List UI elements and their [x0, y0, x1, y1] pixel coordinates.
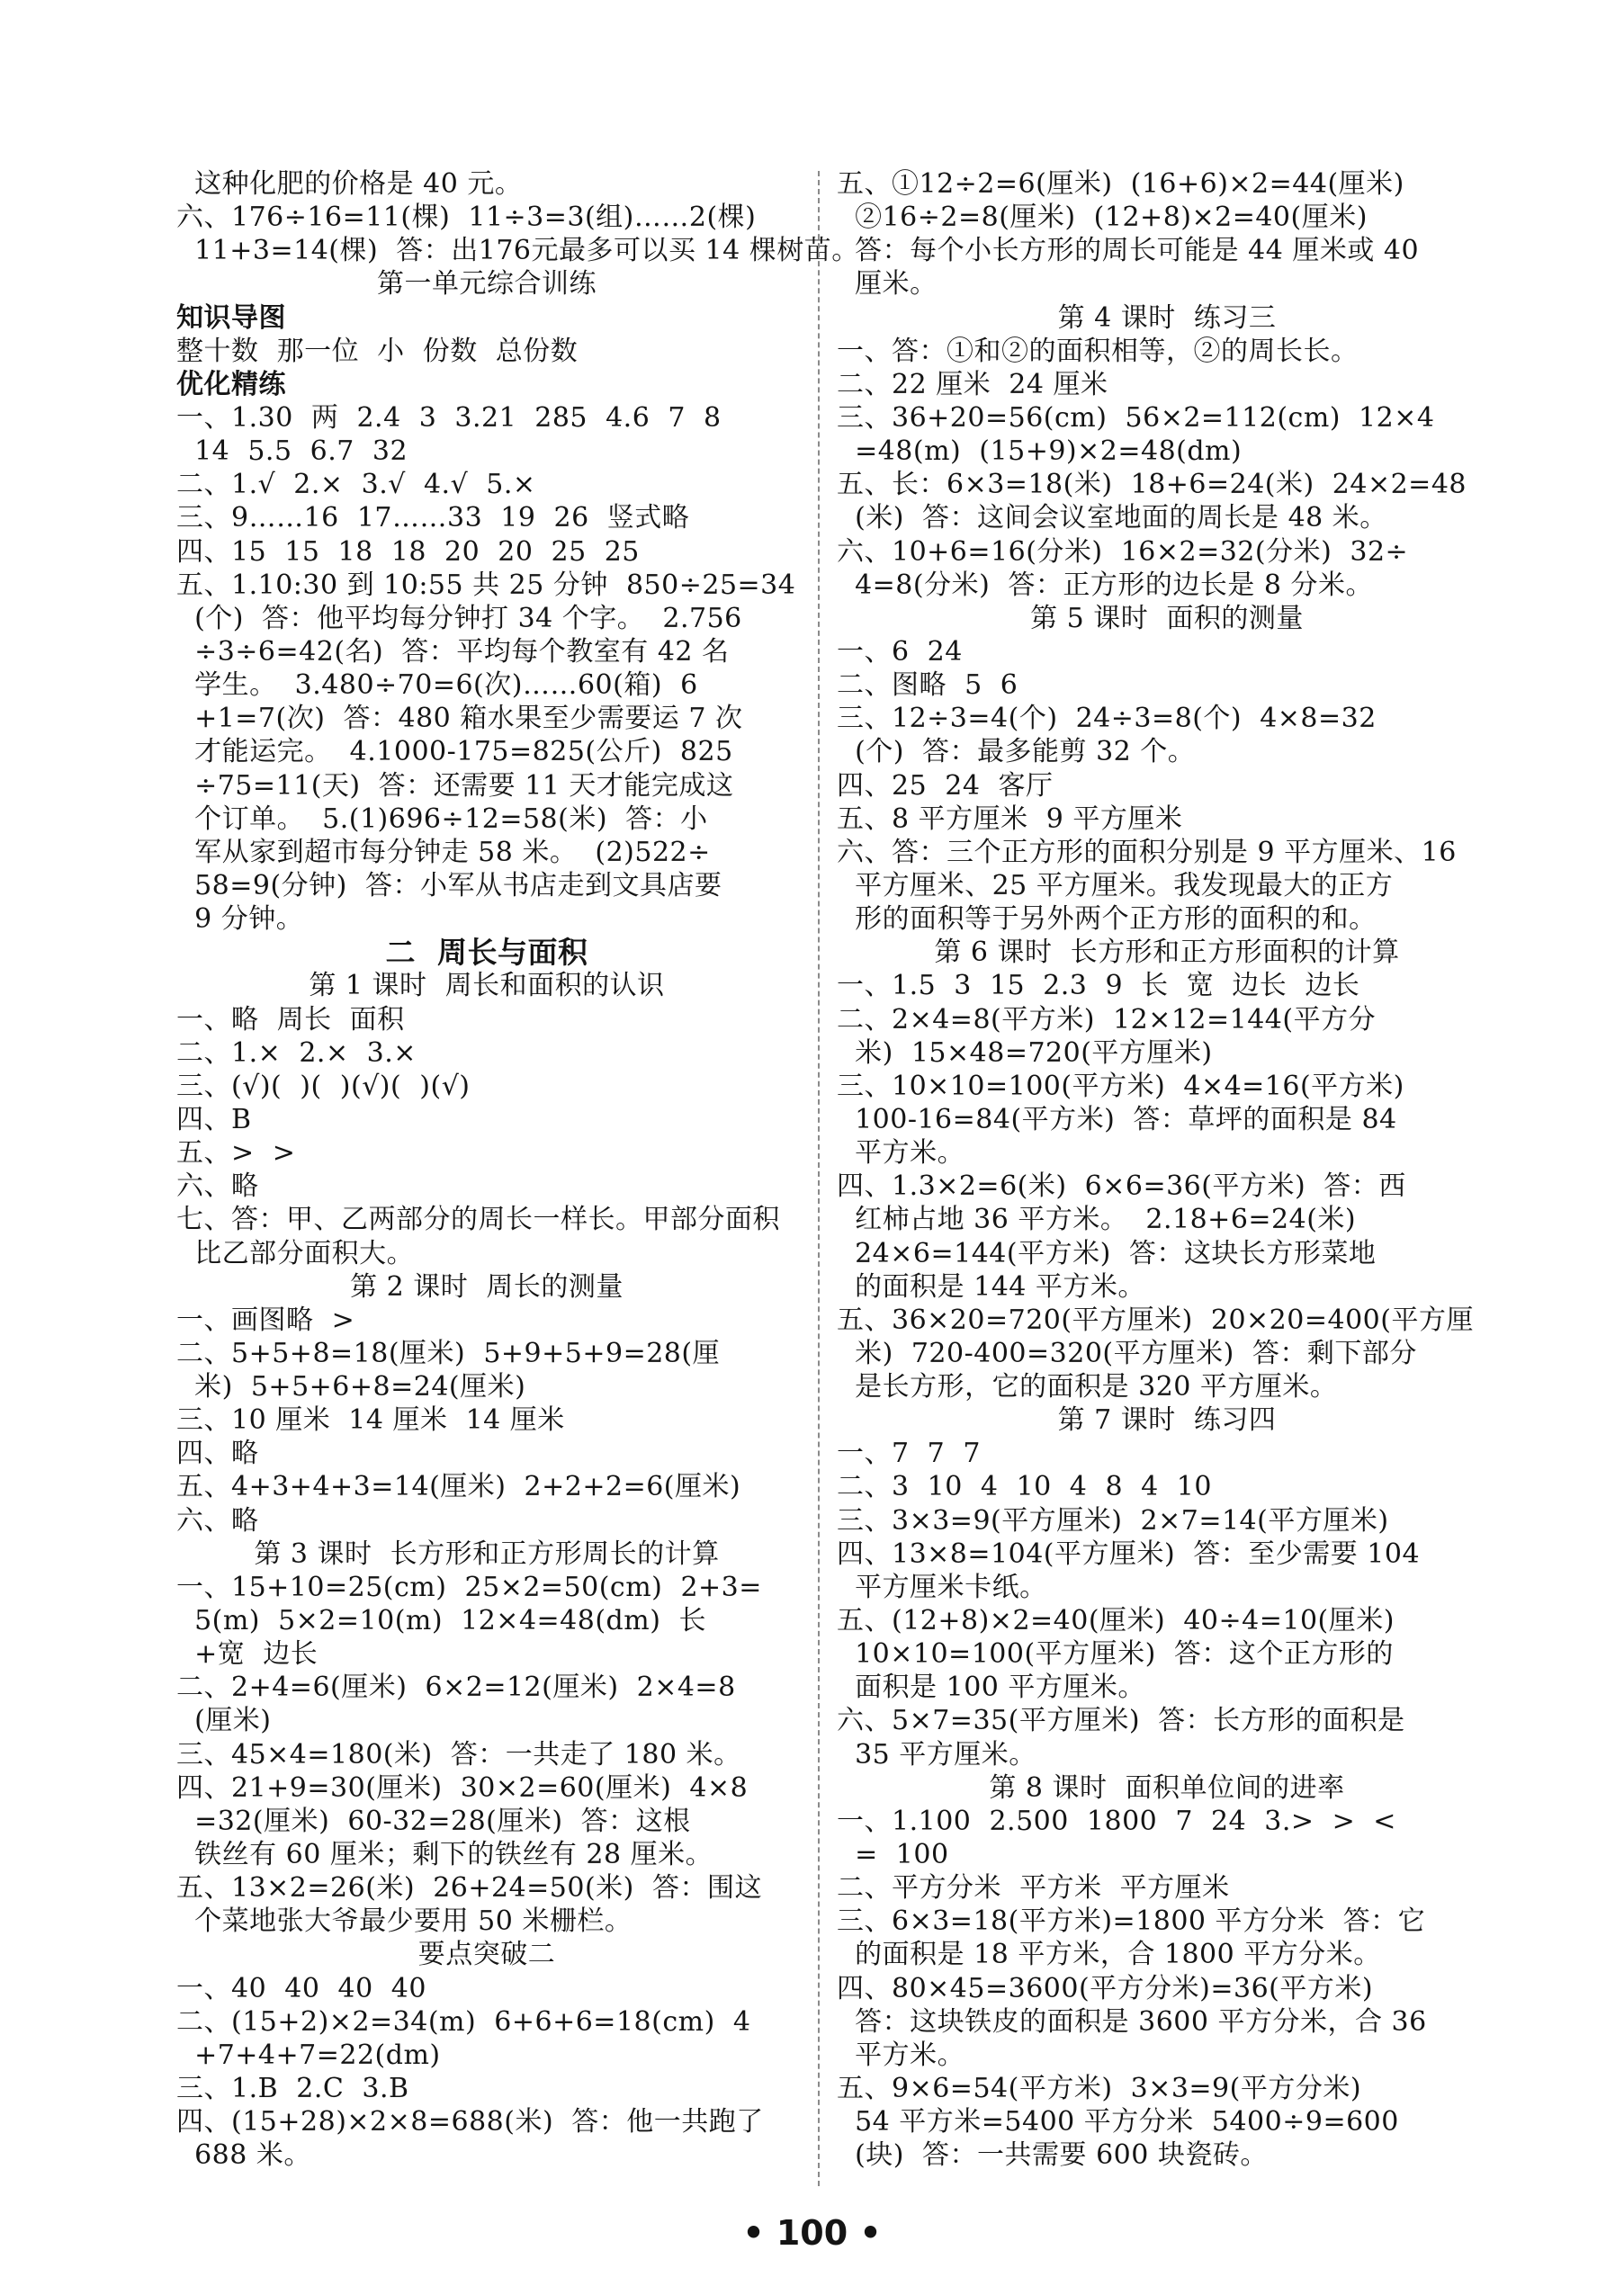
- answer-line: 五、13×2=26(米) 26+24=50(米) 答：围这: [176, 1872, 762, 1905]
- answer-line: 的面积是 18 平方米，合 1800 平方分米。: [837, 1939, 1381, 1971]
- right-column: [837, 167, 1497, 2172]
- answer-line: 一、6 24: [837, 635, 963, 668]
- page-number: • 100 •: [742, 2213, 882, 2253]
- section-heading: 第 7 课时 练习四: [1057, 1404, 1277, 1437]
- answer-line: (厘米): [176, 1705, 272, 1737]
- subsection-heading: 知识导图: [176, 301, 286, 334]
- answer-line: 形的面积等于另外两个正方形的面积的和。: [837, 903, 1377, 936]
- answer-line: 三、6×3=18(平方米)=1800 平方分米 答：它: [837, 1905, 1426, 1938]
- answer-line: (块) 答：一共需要 600 块瓷砖。: [837, 2139, 1268, 2172]
- answer-line: 58=9(分钟) 答：小军从书店走到文具店要: [176, 869, 722, 901]
- answer-line: 三、3×3=9(平方厘米) 2×7=14(平方厘米): [837, 1504, 1389, 1537]
- answer-line: 100-16=84(平方米) 答：草坪的面积是 84: [837, 1103, 1397, 1135]
- section-heading: 第 6 课时 长方形和正方形面积的计算: [934, 937, 1400, 969]
- answer-line: = 100: [837, 1839, 949, 1871]
- section-heading: 第一单元综合训练: [377, 268, 597, 300]
- answer-line: 六、略: [176, 1170, 259, 1203]
- answer-line: ÷75=11(天) 答：还需要 11 天才能完成这: [176, 769, 734, 802]
- answer-line: 四、1.3×2=6(米) 6×6=36(平方米) 答：西: [837, 1170, 1406, 1203]
- answer-line: 五、①12÷2=6(厘米) (16+6)×2=44(厘米): [837, 168, 1404, 200]
- answer-line: 米) 720-400=320(平方厘米) 答：剩下部分: [837, 1337, 1417, 1369]
- answer-line: 5(m) 5×2=10(m) 12×4=48(dm) 长: [176, 1605, 706, 1637]
- answer-line: 才能运完。 4.1000-175=825(公斤) 825: [176, 736, 733, 768]
- answer-line: 10×10=100(平方厘米) 答：这个正方形的: [837, 1638, 1394, 1671]
- answer-line: (个) 答：最多能剪 32 个。: [837, 736, 1196, 768]
- answer-line: 五、(12+8)×2=40(厘米) 40÷4=10(厘米): [837, 1605, 1395, 1637]
- section-heading: 第 1 课时 周长和面积的认识: [309, 970, 665, 1002]
- answer-line: 六、略: [176, 1504, 259, 1537]
- answer-line: 三、10×10=100(平方米) 4×4=16(平方米): [837, 1070, 1404, 1102]
- answer-line: 三、12÷3=4(个) 24÷3=8(个) 4×8=32: [837, 703, 1377, 735]
- answer-line: 二、1.√ 2.× 3.√ 4.√ 5.×: [176, 469, 536, 501]
- answer-line: 七、答：甲、乙两部分的周长一样长。甲部分面积: [176, 1204, 780, 1236]
- answer-line: 红柿占地 36 平方米。 2.18+6=24(米): [837, 1204, 1357, 1236]
- section-heading: 第 4 课时 练习三: [1057, 301, 1277, 334]
- column-divider: [818, 171, 820, 2186]
- answer-line: 一、画图略 >: [176, 1304, 355, 1336]
- answer-line: 是长方形，它的面积是 320 平方厘米。: [837, 1371, 1338, 1403]
- answer-line: 厘米。: [837, 268, 938, 300]
- answer-line: 五、> >: [176, 1137, 296, 1170]
- answer-line: 9 分钟。: [176, 903, 304, 936]
- answer-line: 四、B: [176, 1103, 252, 1135]
- answer-line: 答：这块铁皮的面积是 3600 平方分米，合 36: [837, 2005, 1427, 2038]
- answer-line: 一、1.100 2.500 1800 7 24 3.> > <: [837, 1805, 1396, 1837]
- answer-line: 三、9……16 17……33 19 26 竖式略: [176, 502, 690, 534]
- answer-line: ÷3÷6=42(名) 答：平均每个教室有 42 名: [176, 635, 730, 668]
- answer-line: 14 5.5 6.7 32: [176, 435, 408, 468]
- answer-line: 六、176÷16=11(棵) 11÷3=3(组)……2(棵): [176, 202, 757, 234]
- answer-line: 688 米。: [176, 2139, 311, 2172]
- answer-line: 六、答：三个正方形的面积分别是 9 平方厘米、16: [837, 836, 1457, 868]
- answer-line: +宽 边长: [176, 1638, 319, 1671]
- answer-line: 四、15 15 18 18 20 20 25 25: [176, 535, 640, 568]
- answer-line: 米) 15×48=720(平方厘米): [837, 1036, 1213, 1069]
- answer-line: 二、2×4=8(平方米) 12×12=144(平方分: [837, 1003, 1377, 1035]
- answer-line: 五、9×6=54(平方米) 3×3=9(平方分米): [837, 2073, 1362, 2105]
- answer-line: (米) 答：这间会议室地面的周长是 48 米。: [837, 502, 1387, 534]
- answer-line: 二、(15+2)×2=34(m) 6+6+6=18(cm) 4: [176, 2005, 751, 2038]
- answer-line: 一、答：①和②的面积相等，②的周长长。: [837, 335, 1359, 367]
- answer-line: 平方厘米卡纸。: [837, 1571, 1047, 1603]
- answer-line: 三、45×4=180(米) 答：一共走了 180 米。: [176, 1738, 741, 1771]
- answer-line: 54 平方米=5400 平方分米 5400÷9=600: [837, 2106, 1399, 2138]
- answer-line: 平方厘米、25 平方厘米。我发现最大的正方: [837, 869, 1394, 901]
- answer-line: 一、略 周长 面积: [176, 1003, 405, 1035]
- answer-line: +7+4+7=22(dm): [176, 2039, 441, 2071]
- answer-line: 个订单。 5.(1)696÷12=58(米) 答：小: [176, 802, 708, 835]
- section-heading: 第 8 课时 面积单位间的进率: [989, 1771, 1345, 1804]
- answer-line: 一、40 40 40 40: [176, 1972, 426, 2004]
- answer-line: 六、5×7=35(平方厘米) 答：长方形的面积是: [837, 1705, 1405, 1737]
- answer-line: 一、1.5 3 15 2.3 9 长 宽 边长 边长: [837, 970, 1360, 1002]
- answer-line: 五、4+3+4+3=14(厘米) 2+2+2=6(厘米): [176, 1471, 741, 1503]
- answer-line: 11+3=14(棵) 答：出176元最多可以买 14 棵树苗。: [176, 235, 859, 267]
- answer-line: 二、3 10 4 10 4 8 4 10: [837, 1471, 1212, 1503]
- answer-line: 三、(√)( )( )(√)( )(√): [176, 1070, 471, 1102]
- answer-line: 四、21+9=30(厘米) 30×2=60(厘米) 4×8: [176, 1771, 749, 1804]
- answer-line: 铁丝有 60 厘米；剩下的铁丝有 28 厘米。: [176, 1839, 713, 1871]
- answer-line: 三、36+20=56(cm) 56×2=112(cm) 12×4: [837, 401, 1435, 434]
- answer-line: 24×6=144(平方米) 答：这块长方形菜地: [837, 1237, 1377, 1269]
- subsection-heading: 优化精练: [176, 368, 286, 400]
- answer-line: ②16÷2=8(厘米) (12+8)×2=40(厘米): [837, 202, 1368, 234]
- answer-line: 一、15+10=25(cm) 25×2=50(cm) 2+3=: [176, 1571, 762, 1603]
- answer-line: 这种化肥的价格是 40 元。: [176, 168, 523, 200]
- answer-line: 三、1.B 2.C 3.B: [176, 2073, 409, 2105]
- answer-line: 五、8 平方厘米 9 平方厘米: [837, 802, 1183, 835]
- section-heading: 二 周长与面积: [385, 935, 588, 971]
- answer-line: 六、10+6=16(分米) 16×2=32(分米) 32÷: [837, 535, 1409, 568]
- answer-line: 整十数 那一位 小 份数 总份数: [176, 335, 579, 367]
- answer-line: 四、略: [176, 1438, 259, 1470]
- section-heading: 第 5 课时 面积的测量: [1030, 602, 1304, 634]
- answer-line: 二、平方分米 平方米 平方厘米: [837, 1872, 1230, 1905]
- answer-line: =48(m) (15+9)×2=48(dm): [837, 435, 1243, 468]
- answer-line: 35 平方厘米。: [837, 1738, 1036, 1771]
- answer-line: 个菜地张大爷最少要用 50 米栅栏。: [176, 1905, 633, 1938]
- answer-line: 学生。 3.480÷70=6(次)……60(箱) 6: [176, 669, 698, 702]
- answer-line: 比乙部分面积大。: [176, 1237, 415, 1269]
- answer-line: 一、1.30 两 2.4 3 3.21 285 4.6 7 8: [176, 401, 722, 434]
- answer-line: 答：每个小长方形的周长可能是 44 厘米或 40: [837, 235, 1420, 267]
- answer-line: 平方米。: [837, 2039, 965, 2071]
- answer-line: 二、5+5+8=18(厘米) 5+9+5+9=28(厘: [176, 1337, 721, 1369]
- answer-line: 二、1.× 2.× 3.×: [176, 1036, 417, 1069]
- answer-line: 军从家到超市每分钟走 58 米。 (2)522÷: [176, 836, 711, 868]
- section-heading: 要点突破二: [417, 1939, 556, 1971]
- answer-line: =32(厘米) 60-32=28(厘米) 答：这根: [176, 1805, 691, 1837]
- answer-line: 平方米。: [837, 1137, 965, 1170]
- answer-line: (个) 答：他平均每分钟打 34 个字。 2.756: [176, 602, 742, 634]
- answer-line: 面积是 100 平方厘米。: [837, 1672, 1145, 1704]
- answer-line: 五、36×20=720(平方厘米) 20×20=400(平方厘: [837, 1304, 1474, 1336]
- answer-line: 二、图略 5 6: [837, 669, 1018, 702]
- answer-line: 一、7 7 7: [837, 1438, 981, 1470]
- section-heading: 第 3 课时 长方形和正方形周长的计算: [254, 1537, 720, 1570]
- answer-line: 三、10 厘米 14 厘米 14 厘米: [176, 1404, 565, 1437]
- answer-line: 四、80×45=3600(平方分米)=36(平方米): [837, 1972, 1374, 2004]
- answer-line: 二、22 厘米 24 厘米: [837, 368, 1108, 400]
- answer-line: +1=7(次) 答：480 箱水果至少需要运 7 次: [176, 703, 743, 735]
- left-column: [176, 167, 859, 2172]
- answer-line: 四、(15+28)×2×8=688(米) 答：他一共跑了: [176, 2106, 764, 2138]
- answer-line: 四、25 24 客厅: [837, 769, 1054, 802]
- answer-line: 四、13×8=104(平方厘米) 答：至少需要 104: [837, 1537, 1421, 1570]
- answer-line: 二、2+4=6(厘米) 6×2=12(厘米) 2×4=8: [176, 1672, 736, 1704]
- answer-line: 米) 5+5+6+8=24(厘米): [176, 1371, 526, 1403]
- section-heading: 第 2 课时 周长的测量: [350, 1270, 624, 1303]
- answer-line: 五、1.10:30 到 10:55 共 25 分钟 850÷25=34: [176, 569, 796, 601]
- answer-line: 4=8(分米) 答：正方形的边长是 8 分米。: [837, 569, 1374, 601]
- answer-line: 的面积是 144 平方米。: [837, 1270, 1145, 1303]
- answer-line: 五、长：6×3=18(米) 18+6=24(米) 24×2=48: [837, 469, 1467, 501]
